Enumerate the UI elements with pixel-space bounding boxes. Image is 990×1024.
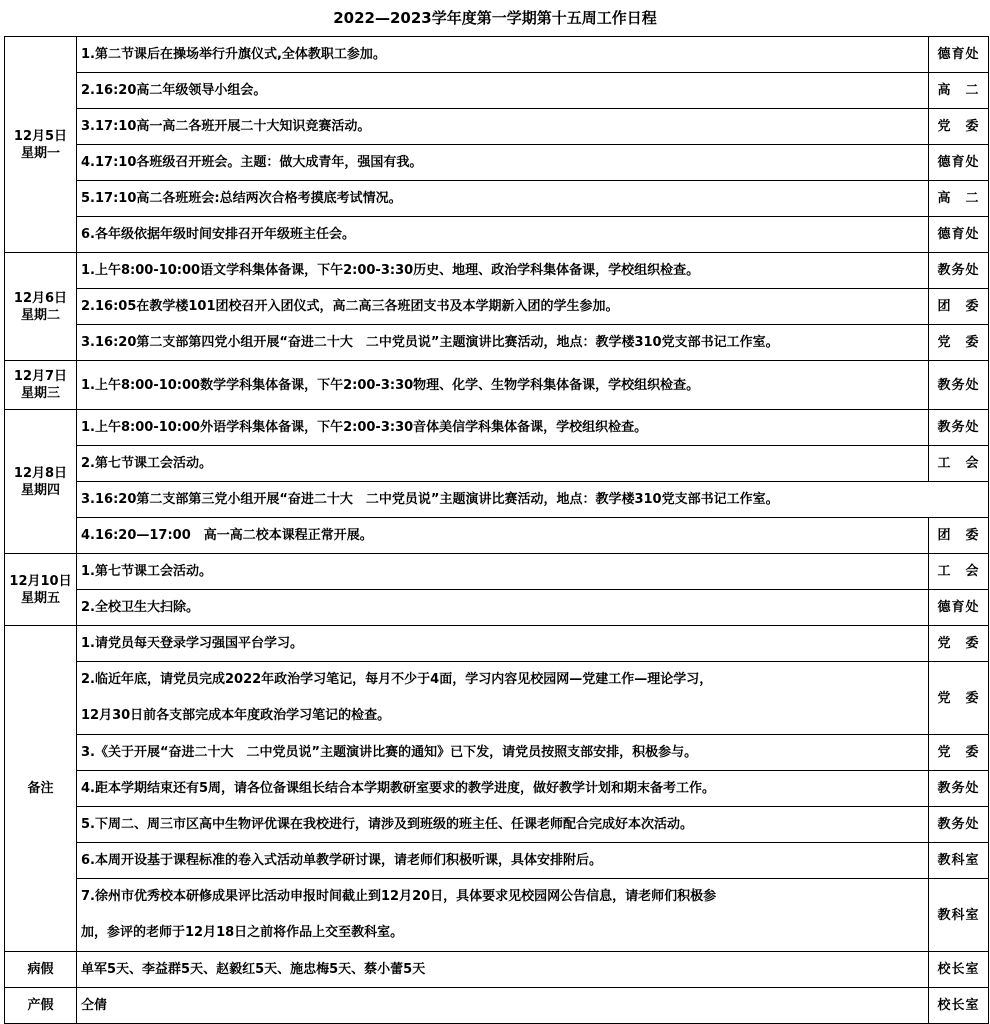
day-date: 12月5日 [13,128,68,144]
table-row [5,325,989,361]
department-cell: 团 委 [929,289,989,325]
schedule-item: 6.各年级依据年级时间安排召开年级班主任会。 [77,217,929,253]
table-row [5,482,989,518]
table-row [5,554,989,590]
day-weekday: 星期三 [20,386,60,401]
department-cell: 党 委 [929,325,989,361]
table-row [5,73,989,109]
day-cell-dec10 [5,554,77,626]
maternity-leave-names: 仝倩 [77,988,929,1024]
note-item: 3.《关于开展“奋进二十大 二中党员说”主题演讲比赛的通知》已下发，请党员按照支部安排，积极参与。 [77,735,929,771]
table-row [5,289,989,325]
table-row [5,109,989,145]
day-cell-dec8 [5,410,77,554]
department-cell: 教务处 [929,410,989,446]
schedule-item: 2.第七节课工会活动。 [77,446,929,482]
table-row [5,145,989,181]
note-item [77,879,929,952]
day-weekday: 星期四 [20,482,60,498]
table-row [5,988,989,1024]
table-row [5,518,989,554]
schedule-item: 4.17:10各班级召开班会。主题：做大成青年，强国有我。 [77,145,929,181]
schedule-item: 1.上午8:00-10:00外语学科集体备课，下午2:00-3:30音体美信学科集体备课，学校组织检查。 [77,410,929,446]
department-cell: 教务处 [929,771,989,807]
day-weekday: 星期二 [20,307,60,323]
maternity-leave-label: 产假 [5,988,77,1024]
department-cell: 教务处 [929,253,989,289]
note-line: 12月30日前各支部完成本年度政治学习笔记的检查。 [81,708,391,723]
table-row [5,771,989,807]
department-cell: 教科室 [929,843,989,879]
table-row [5,253,989,289]
department-cell: 党 委 [929,735,989,771]
note-item: 6.本周开设基于课程标准的卷入式活动单教学研讨课，请老师们积极听课，具体安排附后。 [77,843,929,879]
page-title: 2022—2023学年度第一学期第十五周工作日程 [333,9,657,27]
schedule-item: 3.17:10高一高二各班开展二十大知识竞赛活动。 [77,109,929,145]
department-cell: 高 二 [929,73,989,109]
schedule-item: 1.第二节课后在操场举行升旗仪式,全体教职工参加。 [77,37,929,73]
note-line: 加，参评的老师于12月18日之前将作品上交至教科室。 [81,925,404,940]
table-row [5,662,989,735]
note-item: 1.请党员每天登录学习强国平台学习。 [77,626,929,662]
day-cell-dec6 [5,253,77,361]
day-cell-dec7 [5,361,77,410]
notes-label: 备注 [27,781,54,796]
department-cell: 党 委 [929,626,989,662]
schedule-item: 4.16:20—17:00 高一高二校本课程正常开展。 [77,518,929,554]
day-weekday: 星期一 [20,145,60,161]
table-row [5,361,989,410]
table-row [5,410,989,446]
table-row [5,590,989,626]
table-row [5,952,989,988]
table-row [5,181,989,217]
sick-leave-names: 单军5天、李益群5天、赵毅红5天、施忠梅5天、蔡小蕾5天 [77,952,929,988]
department-cell: 工 会 [929,446,989,482]
day-cell-dec5 [5,37,77,253]
note-item [77,662,929,735]
table-row [5,843,989,879]
schedule-table [4,36,989,1024]
department-cell: 教务处 [929,807,989,843]
department-cell: 党 委 [929,109,989,145]
day-date: 12月7日 [13,369,68,384]
note-line: 2.临近年底，请党员完成2022年政治学习笔记，每月不少于4面，学习内容见校园网—党建工作—理论学习， [81,672,713,687]
department-cell: 校长室 [929,952,989,988]
note-line: 7.徐州市优秀校本研修成果评比活动申报时间截止到12月20日，具体要求见校园网公告信息，请老师们积极参 [81,889,717,904]
day-date: 12月8日 [13,465,68,481]
department-cell: 德育处 [929,590,989,626]
department-cell: 德育处 [929,145,989,181]
department-cell: 德育处 [929,37,989,73]
department-cell: 教务处 [929,361,989,410]
notes-label-cell [5,626,77,952]
table-row [5,217,989,253]
schedule-item: 2.16:20高二年级领导小组会。 [77,73,929,109]
schedule-item: 1.上午8:00-10:00数学学科集体备课，下午2:00-3:30物理、化学、生物学科集体备课，学校组织检查。 [77,361,929,410]
note-item: 5.下周二、周三市区高中生物评优课在我校进行，请涉及到班级的班主任、任课老师配合完成好本次活动。 [77,807,929,843]
schedule-item: 3.16:20第二支部第三党小组开展“奋进二十大 二中党员说”主题演讲比赛活动，地点：教学楼310党支部书记工作室。 [77,482,989,518]
schedule-item: 2.全校卫生大扫除。 [77,590,929,626]
table-row [5,807,989,843]
day-date: 12月6日 [13,290,68,306]
department-cell: 团 委 [929,518,989,554]
table-row [5,626,989,662]
sick-leave-label: 病假 [5,952,77,988]
note-item: 4.距本学期结束还有5周，请各位备课组长结合本学期教研室要求的教学进度，做好教学计划和期末备考工作。 [77,771,929,807]
department-cell: 工 会 [929,554,989,590]
table-row [5,879,989,952]
department-cell: 党 委 [929,662,989,735]
department-cell: 高 二 [929,181,989,217]
schedule-item: 3.16:20第二支部第四党小组开展“奋进二十大 二中党员说”主题演讲比赛活动，地点：教学楼310党支部书记工作室。 [77,325,929,361]
department-cell: 校长室 [929,988,989,1024]
schedule-item: 1.第七节课工会活动。 [77,554,929,590]
department-cell: 德育处 [929,217,989,253]
schedule-item: 5.17:10高二各班班会:总结两次合格考摸底考试情况。 [77,181,929,217]
day-weekday: 星期五 [20,590,60,606]
table-row [5,37,989,73]
day-date: 12月10日 [9,573,72,589]
department-cell: 教科室 [929,879,989,952]
schedule-item: 1.上午8:00-10:00语文学科集体备课，下午2:00-3:30历史、地理、政治学科集体备课，学校组织检查。 [77,253,929,289]
table-row [5,735,989,771]
table-row [5,446,989,482]
schedule-item: 2.16:05在教学楼101团校召开入团仪式，高二高三各班团支书及本学期新入团的学生参加。 [77,289,929,325]
